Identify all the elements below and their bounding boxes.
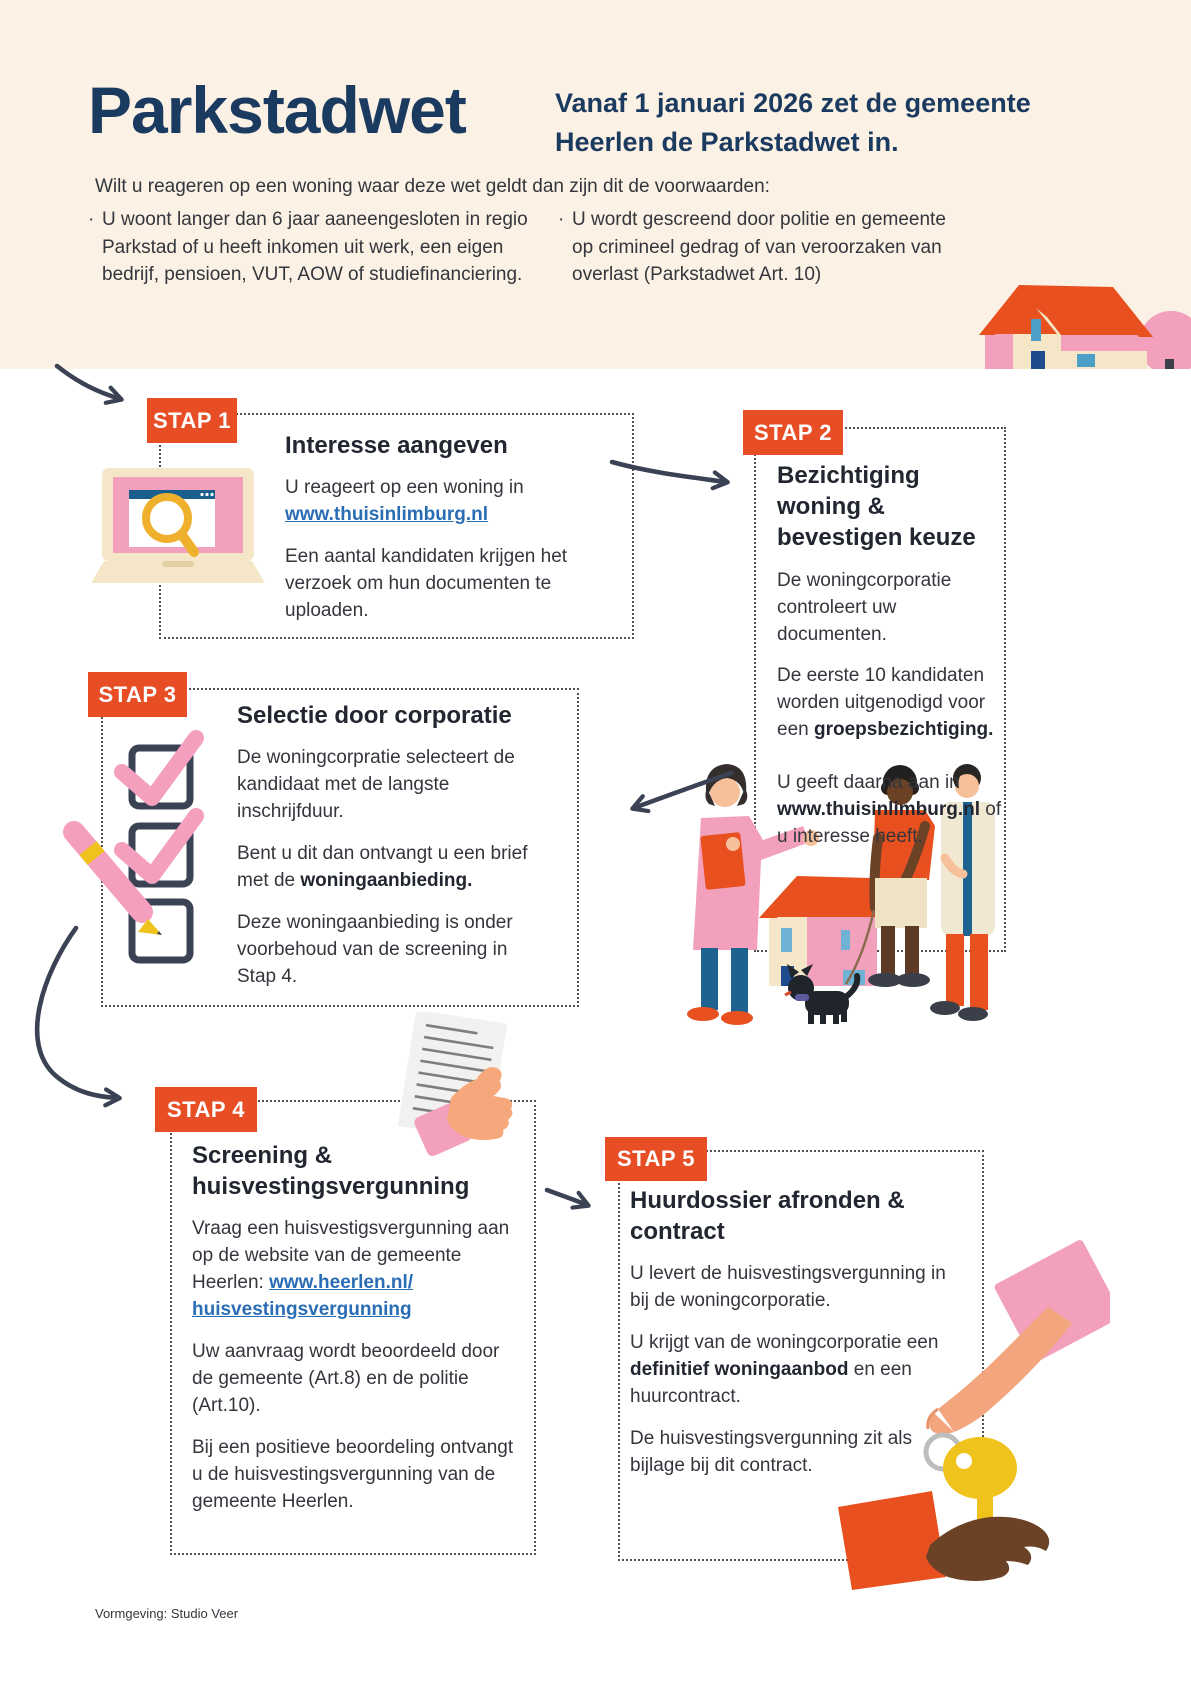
header-subtitle: Vanaf 1 januari 2026 zet de gemeente Heerlen de Parkstadwet in.: [555, 88, 1031, 158]
step3-text: [237, 700, 549, 1006]
heerlen-link-line1: www.heerlen.nl/: [269, 1272, 414, 1294]
arrow-to-step1: [57, 366, 120, 399]
condition-bullet-2-text: U wordt gescreend door politie en gemeente op crimineel gedrag of van veroorzaken van overlast (Parkstadwet Art. 10): [572, 209, 946, 286]
step2-paragraph-2: [777, 663, 1003, 744]
step5-paragraph-2: [630, 1330, 960, 1411]
arrow-step4-to-step5: [547, 1190, 587, 1205]
step1-paragraph-2: Een aantal kandidaten krijgen het verzoek om hun documenten te uploaden.: [285, 546, 568, 622]
condition-bullet-1-text: U woont langer dan 6 jaar aaneengesloten in regio Parkstad of u heeft inkomen uit werk, een eigen bedrijf, pensioen, VUT, AOW of studiefinanciering.: [102, 209, 528, 286]
step2-text: [777, 460, 1003, 866]
step2-badge: STAP 2: [743, 410, 843, 455]
design-credit: Vormgeving: Studio Veer: [95, 1606, 239, 1621]
step5-p2-text: U krijgt van de woningcorporatie een: [630, 1332, 939, 1354]
step1-text: [285, 430, 603, 640]
step5-p2-post: en een huurcontract.: [630, 1359, 912, 1408]
step2-title: Bezichtiging woning & bevestigen keuze: [777, 462, 976, 552]
step1-paragraph-1: [285, 475, 603, 529]
step3-title: Selectie door corporatie: [237, 702, 512, 729]
step4-paragraph-1: [192, 1216, 522, 1324]
step2-paragraph-3: [777, 770, 1003, 851]
condition-bullet-1: [88, 206, 557, 289]
step3-p2-text: Bent u dit dan ontvangt u een brief met de: [237, 843, 528, 892]
checklist-illustration: [60, 720, 240, 990]
step4-paragraph-2: Uw aanvraag wordt beoordeeld door de gemeente (Art.8) en de politie (Art.10).: [192, 1341, 500, 1417]
step2-p2-text: De eerste 10 kandidaten worden uitgenodigd voor een: [777, 665, 986, 741]
heerlen-link-line2: huisvestingsvergunning: [192, 1299, 412, 1321]
receiving-hand-icon: [838, 1491, 1049, 1590]
condition-bullet-2: [558, 206, 972, 289]
step2-paragraph-1: De woningcorporatie controleert uw documenten.: [777, 569, 952, 645]
step3-p2-bold: woningaanbieding.: [300, 870, 473, 892]
step3-paragraph-3: Deze woningaanbieding is onder voorbehoud van de screening in Stap 4.: [237, 912, 513, 987]
step4-title: Screening & huisvestingsvergunning: [192, 1142, 470, 1201]
step2-p3-text: U geeft daarna aan in: [777, 772, 960, 794]
laptop-search-illustration: [90, 468, 266, 588]
step5-p2-bold: definitief woningaanbod: [630, 1359, 849, 1381]
step3-paragraph-1: De woningcorpratie selecteert de kandidaat met de langste inschrijfduur.: [237, 747, 515, 823]
step2-p3-post: of u interesse heeft.: [777, 799, 1002, 848]
intro-text: Wilt u reageren op een woning waar deze wet geldt dan zijn dit de voorwaarden:: [95, 176, 770, 197]
bullet-marker: ·: [558, 209, 565, 230]
thuisinlimburg-link[interactable]: www.thuisinlimburg.nl: [285, 504, 489, 526]
step5-badge: STAP 5: [605, 1137, 707, 1181]
house-illustration: [915, 255, 1191, 369]
step1-title: Interesse aangeven: [285, 432, 508, 459]
step1-p1-text: U reageert op een woning in: [285, 477, 524, 499]
step4-badge: STAP 4: [155, 1087, 257, 1132]
step4-paragraph-3: Bij een positieve beoordeling ontvangt u de huisvestingsvergunning van de gemeente Heerlen.: [192, 1437, 514, 1513]
step4-text: [192, 1140, 522, 1531]
step5-paragraph-1: U levert de huisvestingsvergunning in bij de woningcorporatie.: [630, 1263, 946, 1312]
step5-title: Huurdossier afronden & contract: [630, 1187, 905, 1246]
step1-badge: STAP 1: [147, 398, 237, 443]
step3-badge: STAP 3: [88, 672, 187, 717]
step2-p3-site: www.thuisinlimburg.nl: [777, 799, 981, 821]
step4-p1-text: Vraag een huisvestigsvergunning aan op de website van de gemeente Heerlen:: [192, 1218, 510, 1294]
step2-p2-bold: groepsbezichtiging.: [813, 719, 994, 741]
step3-paragraph-2: [237, 841, 549, 895]
page-title: Parkstadwet: [88, 73, 466, 147]
step5-paragraph-3: De huisvestingsvergunning zit als bijlage bij dit contract.: [630, 1428, 912, 1477]
step5-text: [630, 1185, 960, 1495]
bullet-marker: ·: [88, 209, 95, 230]
